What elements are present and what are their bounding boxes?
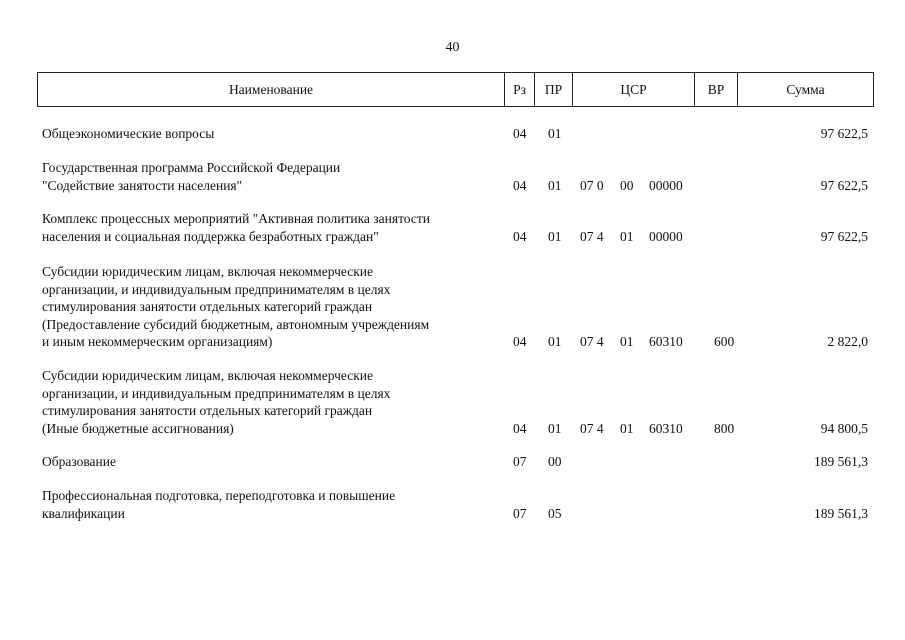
row-sum: 189 561,3 xyxy=(814,505,868,521)
row-name-line: Комплекс процессных мероприятий "Активная политика занятости xyxy=(42,211,430,226)
row-name-line: организации, и индивидуальным предпринимателям в целях xyxy=(42,281,391,297)
table-row xyxy=(0,159,905,194)
header-name: Наименование xyxy=(38,73,505,107)
row-name xyxy=(42,367,487,437)
table-row xyxy=(0,125,905,143)
row-csr-subprogram: 01 xyxy=(620,228,634,244)
row-csr-direction: 60310 xyxy=(649,334,683,349)
row-pr: 01 xyxy=(548,334,562,349)
row-csr-subprogram: 01 xyxy=(620,420,634,436)
row-csr-program: 07 4 xyxy=(580,334,604,349)
table-row xyxy=(0,367,905,437)
row-name-line: Образование xyxy=(42,454,116,469)
row-name xyxy=(42,210,487,245)
row-csr-program: 07 4 xyxy=(580,228,604,244)
row-sum: 97 622,5 xyxy=(820,228,868,244)
row-rz: 04 xyxy=(513,177,527,193)
table-row xyxy=(0,210,905,245)
row-rz: 07 xyxy=(513,454,527,469)
row-pr: 01 xyxy=(548,228,562,244)
row-name-line: и иным некоммерческим организациям) xyxy=(42,334,273,349)
row-name xyxy=(42,263,487,351)
row-csr-subprogram: 00 xyxy=(620,177,634,193)
row-vr: 600 xyxy=(714,334,735,349)
row-name-line: Общеэкономические вопросы xyxy=(42,126,215,141)
row-csr-subprogram: 01 xyxy=(620,334,634,349)
row-name-line: стимулирования занятости отдельных категорий граждан xyxy=(42,299,373,314)
row-rz: 04 xyxy=(513,420,527,436)
row-name-line: квалификации xyxy=(42,505,125,521)
header-pr: ПР xyxy=(535,73,573,107)
row-name-line: Профессиональная подготовка, переподготовка и повышение xyxy=(42,488,396,503)
table-row xyxy=(0,453,905,471)
page-number: 40 xyxy=(445,40,460,55)
table-row xyxy=(0,263,905,351)
row-pr: 05 xyxy=(548,505,562,521)
row-pr: 01 xyxy=(548,177,562,193)
row-csr-program: 07 0 xyxy=(580,177,604,193)
row-name xyxy=(42,453,487,471)
row-csr-direction: 00000 xyxy=(649,177,683,193)
row-name-line: организации, и индивидуальным предпринимателям в целях xyxy=(42,385,391,401)
row-name-line: Субсидии юридическим лицам, включая некоммерческие xyxy=(42,264,374,279)
header-sum: Сумма xyxy=(738,73,874,107)
row-name xyxy=(42,487,487,522)
row-name-line: Субсидии юридическим лицам, включая некоммерческие xyxy=(42,368,374,383)
row-rz: 07 xyxy=(513,505,527,521)
row-pr: 01 xyxy=(548,420,562,436)
row-sum: 97 622,5 xyxy=(820,177,868,193)
header-vr: ВР xyxy=(695,73,738,107)
row-rz: 04 xyxy=(513,334,527,349)
row-sum: 94 800,5 xyxy=(820,420,868,436)
table-row xyxy=(0,487,905,522)
row-sum: 97 622,5 xyxy=(820,126,868,141)
row-name-line: (Иные бюджетные ассигнования) xyxy=(42,420,234,436)
row-vr: 800 xyxy=(714,420,735,436)
row-rz: 04 xyxy=(513,228,527,244)
header-csr: ЦСР xyxy=(573,73,695,107)
row-name xyxy=(42,159,487,194)
row-name-line: "Содействие занятости населения" xyxy=(42,177,243,193)
row-sum: 2 822,0 xyxy=(827,334,868,349)
row-rz: 04 xyxy=(513,126,527,141)
row-name xyxy=(42,125,487,143)
row-pr: 01 xyxy=(548,126,562,141)
row-csr-direction: 60310 xyxy=(649,420,683,436)
header-rz: Рз xyxy=(505,73,535,107)
table-header xyxy=(37,72,874,107)
row-name-line: (Предоставление субсидий бюджетным, автономным учреждениям xyxy=(42,316,430,332)
row-csr-program: 07 4 xyxy=(580,420,604,436)
row-name-line: Государственная программа Российской Федерации xyxy=(42,160,341,175)
row-pr: 00 xyxy=(548,454,562,469)
row-name-line: населения и социальная поддержка безработных граждан" xyxy=(42,228,379,244)
row-csr-direction: 00000 xyxy=(649,228,683,244)
row-sum: 189 561,3 xyxy=(814,454,868,469)
row-name-line: стимулирования занятости отдельных категорий граждан xyxy=(42,403,373,418)
